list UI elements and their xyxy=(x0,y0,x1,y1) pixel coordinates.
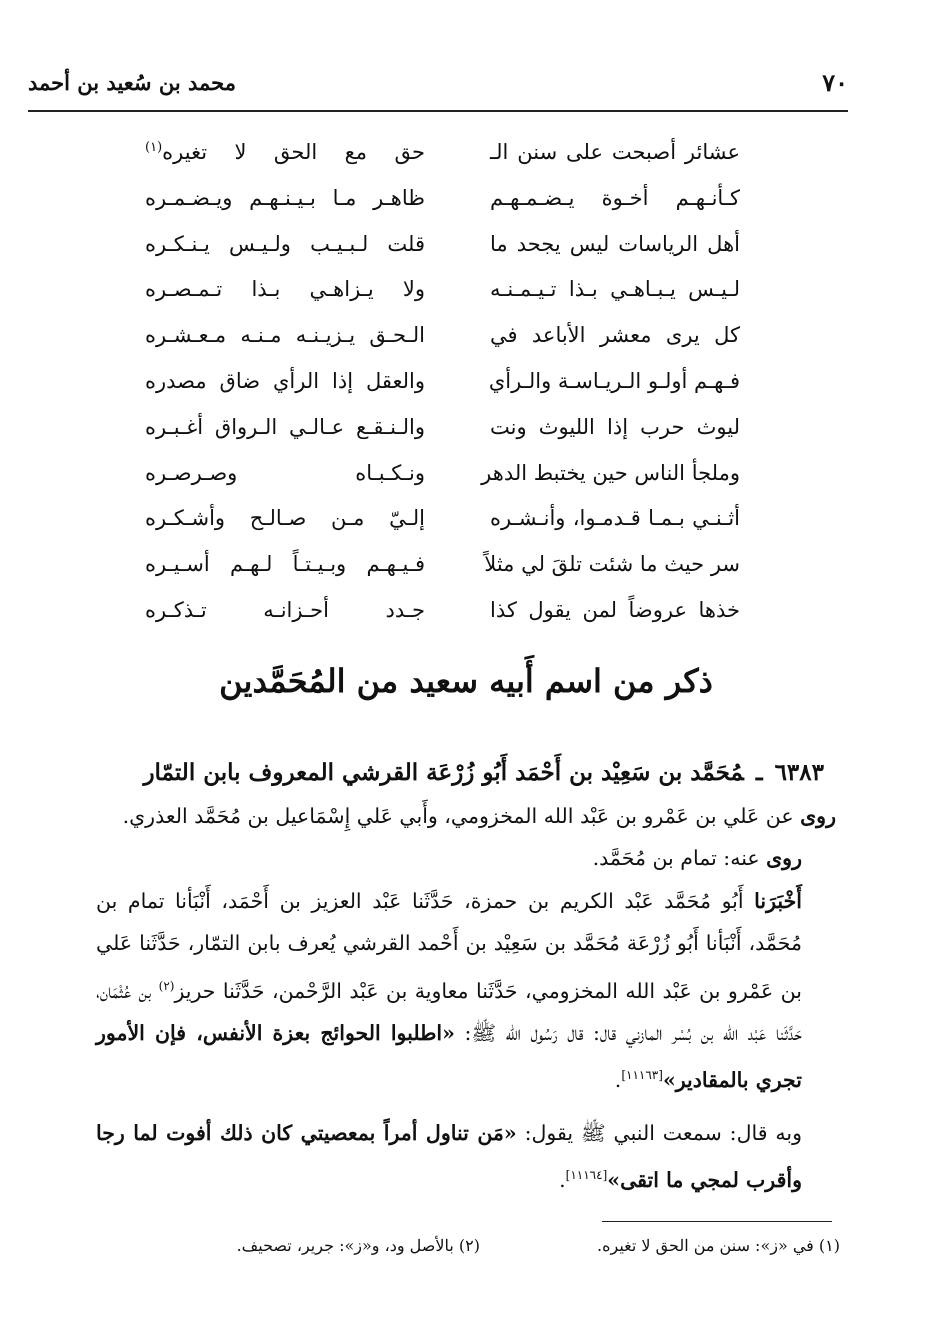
footnote-rule xyxy=(602,1221,832,1222)
running-title: محمد بن سُعيد بن أحمد xyxy=(28,70,236,95)
verse-second-hemistich: ولا يـزاهـي بـذا تـمـصـره xyxy=(145,277,425,302)
entry-title: مُحَمَّد بن سَعِيْد بن أَحْمَد أَبُو زُرْعَة القرشي المعروف بابن التمّار xyxy=(143,759,744,786)
verse-second-hemistich: ونـكـبـاه وصـرصـره xyxy=(145,460,425,485)
verse-second-hemistich: ظاهـر مـا بـيـنـهـم ويـضـمـره xyxy=(145,185,425,210)
verse-second-hemistich: قلت لـبـيـب ولـيـس يـنـكـره xyxy=(145,231,425,256)
verse-second-text: حق مع الحق لا تغيره xyxy=(162,140,425,164)
verse-first-hemistich: خذها عروضاً لمن يقول كذا xyxy=(490,597,740,622)
poem-verse xyxy=(100,319,750,365)
hadith-text: «مَن تناول أمراً بمعصيتي كان ذلك أفوت لما رجا وأقرب لمجي ما اتقى» xyxy=(96,1120,802,1192)
entry-number: ٦٣٨٣ xyxy=(774,759,824,786)
poem-verse xyxy=(100,548,750,594)
rawa-label: روى xyxy=(800,803,836,828)
verse-first-hemistich: عشائر أصبحت على سنن الـ xyxy=(490,140,740,164)
poem-verse xyxy=(100,365,750,411)
hadith-reference: [١١١٦٤] xyxy=(565,1168,608,1183)
poem-verse xyxy=(100,457,750,503)
poem xyxy=(100,136,750,640)
footnote-marker: (١) xyxy=(145,140,163,155)
verse-first-hemistich: ليوث حرب إذا الليوث ونت xyxy=(490,414,740,439)
poem-verse xyxy=(100,273,750,319)
verse-first-hemistich: كل يرى معشر الأباعد في xyxy=(490,323,740,348)
verse-first-hemistich: وملجأ الناس حين يختبط الدهر xyxy=(481,460,740,485)
verse-second-hemistich: الـحـق يـزيـنـه مـنـه مـعـشـره xyxy=(145,323,425,348)
narrators-paragraph xyxy=(96,837,802,880)
verse-first-hemistich: فـهـم أولـو الـريـاسـة والـرأي xyxy=(488,368,740,393)
entry-dash: ـ xyxy=(755,759,763,786)
entry-heading xyxy=(96,752,836,795)
verse-second-hemistich: إلـيّ مـن صـالـح وأشـكـره xyxy=(145,506,425,531)
hadith-text: «اطلبوا الحوائج بعزة الأنفس، فإن الأمور تجري بالمقادير» xyxy=(96,1020,802,1093)
verse-first-hemistich: لـيـس يـبـاهـي بـذا تـيـمـنـه xyxy=(490,277,740,302)
header-rule xyxy=(28,110,848,112)
poem-verse xyxy=(100,594,750,640)
footnote-marker: (٢) xyxy=(158,978,175,993)
wabihi-text: وبه قال: سمعت النبي ﷺ يقول: xyxy=(524,1120,802,1145)
page-number: ٧٠ xyxy=(822,68,848,97)
verse-second-hemistich xyxy=(145,140,425,164)
verse-second-hemistich: والـنـقـع عـالـي الـرواق أغـبـره xyxy=(145,414,425,439)
isnad-continuation: بن عُثْمَان، حَدَّثَنا عَبْد الله بن بُسْر المازني قال: قال رَسُول الله ﷺ: xyxy=(96,978,802,1045)
verse-first-hemistich: أثـنـي بـمـا قـدمـوا، وأنـشـره xyxy=(490,506,740,531)
poem-verse xyxy=(100,136,750,182)
poem-verse xyxy=(100,411,750,457)
narrated-from-paragraph xyxy=(96,795,836,838)
verse-first-hemistich: سر حيث ما شئت تلقَ لي مثلاً xyxy=(484,552,740,577)
footnote-2: (٢) بالأصل ود، و«ز»: جرير، تصحيف. xyxy=(236,1236,480,1255)
biography-entry xyxy=(96,752,836,1201)
section-heading: ذكر من اسم أَبيه سعيد من المُحَمَّدين xyxy=(219,662,713,700)
rawa-anhu-label: روى xyxy=(766,846,802,870)
rawa-text: عن عَلي بن عَمْرو بن عَبْد الله المخزومي، وأَبي عَلي إِسْمَاعيل بن مُحَمَّد العذري. xyxy=(122,803,794,828)
second-hadith-paragraph: وبه قال: سمعت النبي ﷺ يقول: «مَن تناول أمراً بمعصيتي كان ذلك أفوت لما رجا وأقرب لمجي ما اتقى»[١١١٦٤]. xyxy=(96,1120,802,1192)
poem-verse xyxy=(100,182,750,228)
rawa-anhu-text: عنه: تمام بن مُحَمَّد. xyxy=(592,846,760,870)
verse-second-hemistich: فـيـهـم وبـيـتـاً لـهـم أسـيـره xyxy=(145,552,425,577)
page-header xyxy=(28,66,848,110)
isnad-text: أَبُو مُحَمَّد عَبْد الكريم بن حمزة، حَدَّثَنا عَبْد العزيز بن أَحْمَد، أَنْبَأنا تمام بن مُحَمَّد، أَنْبَأنا أَبُو زُرْعَة مُحَمَّد بن سَعِيْد بن أَحْمد القرشي يُعرف بابن التمّار، حَدَّثَنا عَلي بن عَمْرو بن عَبْد الله المخزومي، حَدَّثَنا معاوية بن عَبْد الرَّحْمن، حَدَّثَنا حريز xyxy=(96,888,802,1003)
verse-first-hemistich: أهل الرياسات ليس يجحد ما xyxy=(490,231,740,256)
footnote-1: (١) في «ز»: سنن من الحق لا تغيره. xyxy=(597,1236,840,1255)
hadith-reference: [١١١٦٣] xyxy=(621,1068,663,1083)
poem-verse xyxy=(100,502,750,548)
isnad-paragraph: أَخْبَرَنا أَبُو مُحَمَّد عَبْد الكريم بن حمزة، حَدَّثَنا عَبْد العزيز بن أَحْمَد، أَنْبَأنا تمام بن مُحَمَّد، أَنْبَأنا أَبُو زُرْعَة مُحَمَّد بن سَعِيْد بن أَحْمد القرشي يُعرف بابن التمّار، حَدَّثَنا عَلي بن عَمْرو بن عَبْد الله المخزومي، حَدَّثَنا معاوية بن عَبْد الرَّحْمن، حَدَّثَنا حريز$^{(٢)}$ بن عُثْمَان، حَدَّثَنا عَبْد الله بن بُسْر المازني قال: قال رَسُول الله ﷺ: «اطلبوا الحوائج بعزة الأنفس، فإن الأمور تجري بالمقادير»[١١١٦٣]. xyxy=(96,888,802,1093)
verse-second-hemistich: جـدد أحـزانـه تـذكـره xyxy=(145,597,425,622)
verse-second-hemistich: والعقل إذا الرأي ضاق مصدره xyxy=(145,368,425,393)
akhbarana-label: أَخْبَرَنا xyxy=(754,888,802,913)
poem-verse xyxy=(100,228,750,274)
verse-first-hemistich: كـأنـهـم أخـوة يـضـمـهـم xyxy=(490,185,740,210)
